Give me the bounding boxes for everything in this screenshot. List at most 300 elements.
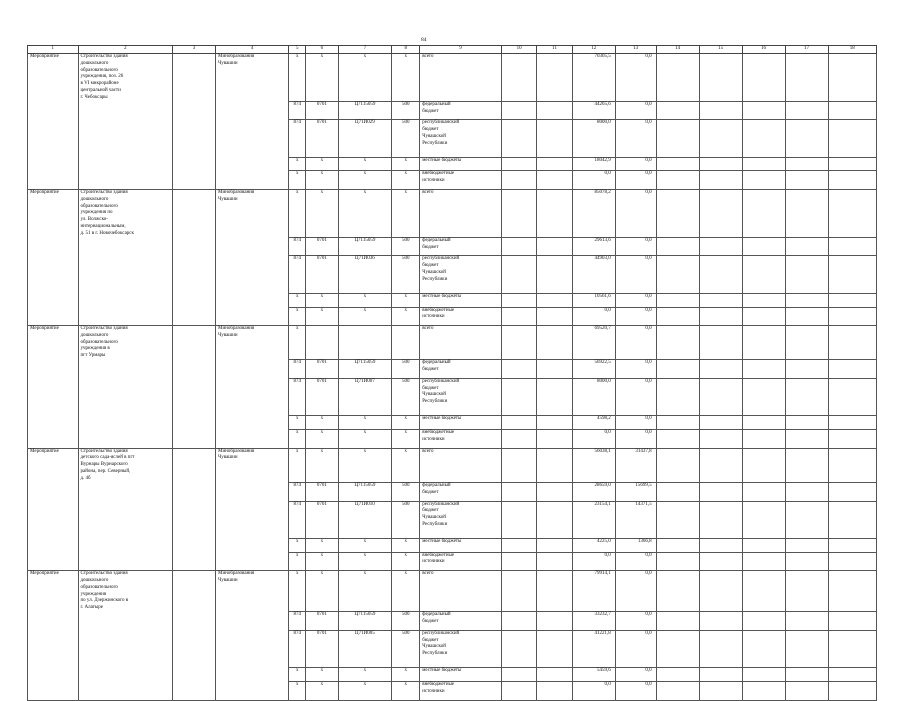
table-row	[28, 293, 877, 307]
budget-code-cell: х	[392, 307, 420, 326]
empty-cell	[173, 378, 216, 415]
measure-name-cell	[78, 190, 173, 238]
text-line: Чувашии	[218, 578, 238, 583]
amount-cell: 0,0	[572, 430, 615, 449]
empty-cell	[742, 448, 785, 482]
funding-source-cell	[420, 538, 502, 552]
amount-cell: 0,0	[615, 552, 656, 571]
budget-code-cell: Ц7115059	[338, 237, 392, 256]
budget-code-cell: х	[289, 157, 306, 171]
empty-cell	[501, 378, 536, 415]
empty-cell	[656, 171, 699, 190]
table-row	[28, 101, 877, 120]
budget-code-cell: 500	[392, 630, 420, 667]
text-line: источники	[422, 178, 445, 184]
responsible-cell	[216, 190, 289, 238]
measure-name-cell	[78, 360, 173, 379]
responsible-cell	[216, 501, 289, 538]
empty-cell	[537, 54, 572, 102]
empty-cell	[501, 326, 536, 360]
budget-code-cell: х	[289, 326, 306, 360]
budget-code-cell: 874	[289, 612, 306, 631]
empty-cell	[537, 482, 572, 501]
empty-cell	[537, 237, 572, 256]
budget-code-cell: х	[392, 171, 420, 190]
empty-cell	[742, 171, 785, 190]
text-line: республиканский	[422, 378, 460, 384]
budget-code-cell: 0701	[306, 101, 338, 120]
empty-cell	[173, 538, 216, 552]
empty-cell	[173, 171, 216, 190]
text-line: Республики	[422, 276, 448, 282]
text-line: Республики	[422, 521, 448, 527]
measure-type-cell	[28, 612, 79, 631]
measure-name-cell	[78, 430, 173, 449]
column-number: 3	[173, 46, 216, 54]
text-line: Минобразования	[218, 326, 255, 332]
responsible-cell	[216, 552, 289, 571]
budget-code-cell: Ц7115059	[338, 101, 392, 120]
text-line: Чувашской	[422, 269, 446, 275]
text-line: Минобразования	[218, 448, 255, 454]
budget-code-cell: х	[338, 430, 392, 449]
empty-cell	[656, 482, 699, 501]
amount-cell: 0,0	[615, 612, 656, 631]
empty-cell	[173, 448, 216, 482]
text-line: интернациональным,	[80, 223, 126, 229]
text-line: Республики	[422, 651, 448, 657]
empty-cell	[656, 501, 699, 538]
measure-name-cell	[78, 482, 173, 501]
responsible-cell	[216, 54, 289, 102]
responsible-cell	[216, 307, 289, 326]
budget-code-cell: 874	[289, 501, 306, 538]
empty-cell	[828, 307, 876, 326]
measure-type-cell	[28, 430, 79, 449]
amount-cell: 14371,5	[615, 501, 656, 538]
empty-cell	[537, 501, 572, 538]
empty-cell	[699, 416, 742, 430]
column-number: 8	[392, 46, 420, 54]
measure-type-cell	[28, 157, 79, 171]
empty-cell	[501, 360, 536, 379]
column-number: 16	[742, 46, 785, 54]
empty-cell	[656, 120, 699, 157]
empty-cell	[501, 157, 536, 171]
empty-cell	[828, 501, 876, 538]
budget-code-cell: х	[338, 668, 392, 682]
empty-cell	[828, 416, 876, 430]
empty-cell	[501, 448, 536, 482]
amount-cell: 0,0	[615, 307, 656, 326]
responsible-cell	[216, 668, 289, 682]
empty-cell	[699, 482, 742, 501]
text-line: республиканский	[422, 630, 460, 636]
budget-table	[27, 45, 877, 701]
amount-cell: 8000,0	[572, 378, 615, 415]
empty-cell	[656, 256, 699, 293]
empty-cell	[173, 307, 216, 326]
text-line: учреждения, поз. 26	[80, 74, 124, 80]
funding-source-cell	[420, 630, 502, 667]
budget-code-cell: х	[392, 293, 420, 307]
amount-cell: 31437,8	[615, 448, 656, 482]
text-line: образовательного	[80, 203, 118, 209]
empty-cell	[656, 538, 699, 552]
text-line: местные бюджеты	[422, 668, 462, 674]
amount-cell: 0,0	[615, 378, 656, 415]
text-line: д. 51 в г. Новочебоксарск	[80, 230, 134, 236]
empty-cell	[742, 54, 785, 102]
measure-type-cell	[28, 668, 79, 682]
budget-code-cell: 0701	[306, 482, 338, 501]
empty-cell	[699, 157, 742, 171]
empty-cell	[785, 307, 828, 326]
budget-code-cell: х	[289, 416, 306, 430]
responsible-cell	[216, 378, 289, 415]
text-line: бюджет	[422, 637, 439, 643]
text-line: всего	[422, 571, 434, 577]
empty-cell	[699, 448, 742, 482]
amount-cell: 8000,0	[572, 120, 615, 157]
table-body	[28, 54, 877, 701]
budget-code-cell: Ц7115059	[338, 482, 392, 501]
empty-cell	[785, 237, 828, 256]
text-line: бюджет	[422, 108, 439, 114]
budget-code-cell: х	[306, 681, 338, 700]
column-number: 9	[420, 46, 502, 54]
empty-cell	[537, 630, 572, 667]
empty-cell	[656, 430, 699, 449]
amount-cell: 4225,0	[572, 538, 615, 552]
empty-cell	[537, 552, 572, 571]
budget-code-cell: 500	[392, 378, 420, 415]
empty-cell	[742, 360, 785, 379]
column-number: 17	[785, 46, 828, 54]
empty-cell	[537, 101, 572, 120]
empty-cell	[656, 630, 699, 667]
empty-cell	[173, 668, 216, 682]
empty-cell	[785, 256, 828, 293]
budget-code-cell: 500	[392, 256, 420, 293]
amount-cell: 79914,1	[572, 571, 615, 612]
measure-name-cell	[78, 552, 173, 571]
column-number: 15	[699, 46, 742, 54]
amount-cell: 28659,0	[572, 482, 615, 501]
empty-cell	[173, 630, 216, 667]
measure-type-cell: Мероприятие	[28, 54, 79, 102]
measure-name-cell	[78, 157, 173, 171]
measure-name-cell	[78, 101, 173, 120]
text-line: ул. Волжско-	[80, 217, 108, 223]
empty-cell	[742, 501, 785, 538]
text-line: учреждения в	[80, 346, 110, 352]
empty-cell	[501, 190, 536, 238]
measure-type-cell	[28, 171, 79, 190]
budget-code-cell: х	[306, 157, 338, 171]
empty-cell	[537, 448, 572, 482]
budget-code-cell: х	[306, 448, 338, 482]
responsible-cell	[216, 681, 289, 700]
text-line: бюджет	[422, 127, 439, 133]
text-line: бюджет	[422, 263, 439, 269]
measure-type-cell	[28, 293, 79, 307]
empty-cell	[501, 571, 536, 612]
measure-name-cell	[78, 237, 173, 256]
empty-cell	[699, 630, 742, 667]
funding-source-cell	[420, 681, 502, 700]
empty-cell	[785, 681, 828, 700]
funding-source-cell	[420, 501, 502, 538]
measure-type-cell	[28, 360, 79, 379]
measure-name-cell	[78, 256, 173, 293]
empty-cell	[742, 237, 785, 256]
budget-code-cell: х	[338, 538, 392, 552]
empty-cell	[828, 360, 876, 379]
empty-cell	[742, 307, 785, 326]
funding-source-cell	[420, 237, 502, 256]
budget-code-cell: 874	[289, 482, 306, 501]
measure-name-cell	[78, 448, 173, 482]
responsible-cell	[216, 326, 289, 360]
text-line: Строительство здания	[80, 448, 128, 454]
empty-cell	[828, 54, 876, 102]
empty-cell	[785, 293, 828, 307]
responsible-cell	[216, 630, 289, 667]
funding-source-cell	[420, 326, 502, 360]
empty-cell	[828, 293, 876, 307]
column-number: 14	[656, 46, 699, 54]
empty-cell	[173, 416, 216, 430]
amount-cell: 0,0	[572, 552, 615, 571]
empty-cell	[501, 482, 536, 501]
budget-code-cell: Ц71И036	[338, 256, 392, 293]
empty-cell	[537, 120, 572, 157]
budget-code-cell: 0701	[306, 256, 338, 293]
budget-code-cell: х	[306, 668, 338, 682]
amount-cell: 1366,8	[615, 538, 656, 552]
amount-cell: 44903,0	[572, 256, 615, 293]
responsible-cell	[216, 157, 289, 171]
amount-cell: 0,0	[615, 237, 656, 256]
text-line: Чувашской	[422, 644, 446, 650]
text-line: всего	[422, 326, 434, 332]
empty-cell	[656, 293, 699, 307]
text-line: Строительство здания	[80, 54, 128, 59]
budget-code-cell: х	[306, 538, 338, 552]
empty-cell	[173, 681, 216, 700]
text-line: детского сада-яслей в пгт	[80, 455, 135, 461]
budget-code-cell: Ц71И007	[338, 378, 392, 415]
responsible-cell	[216, 538, 289, 552]
empty-cell	[699, 171, 742, 190]
measure-name-cell	[78, 293, 173, 307]
amount-cell: 0,0	[615, 171, 656, 190]
budget-code-cell: х	[392, 538, 420, 552]
column-number: 4	[216, 46, 289, 54]
responsible-cell	[216, 256, 289, 293]
empty-cell	[537, 571, 572, 612]
amount-cell: 0,0	[615, 681, 656, 700]
text-line: местные бюджеты	[422, 416, 462, 422]
amount-cell: 0,0	[615, 54, 656, 102]
amount-cell: 85078,2	[572, 190, 615, 238]
measure-name-cell	[78, 378, 173, 415]
budget-code-cell: Ц7115059	[338, 612, 392, 631]
text-line: образовательного	[80, 584, 118, 590]
empty-cell	[699, 293, 742, 307]
budget-code-cell: 874	[289, 378, 306, 415]
measure-name-cell	[78, 326, 173, 360]
empty-cell	[699, 307, 742, 326]
table-row	[28, 307, 877, 326]
empty-cell	[537, 190, 572, 238]
text-line: федеральный	[422, 360, 451, 366]
empty-cell	[699, 501, 742, 538]
table-row	[28, 378, 877, 415]
text-line: Чувашии	[218, 196, 238, 202]
amount-cell: 70305,5	[572, 54, 615, 102]
text-line: федеральный	[422, 612, 451, 618]
measure-name-cell	[78, 501, 173, 538]
empty-cell	[173, 190, 216, 238]
text-line: внебюджетные	[422, 430, 455, 436]
text-line: республиканский	[422, 120, 460, 126]
empty-cell	[699, 120, 742, 157]
budget-code-cell: х	[392, 430, 420, 449]
table-row	[28, 482, 877, 501]
empty-cell	[173, 571, 216, 612]
funding-source-cell	[420, 430, 502, 449]
budget-code-cell: х	[338, 171, 392, 190]
text-line: пгт Урмары	[80, 353, 106, 359]
budget-code-cell: Ц71И029	[338, 120, 392, 157]
column-number-row	[28, 46, 877, 54]
budget-code-cell: х	[338, 552, 392, 571]
empty-cell	[501, 630, 536, 667]
empty-cell	[785, 448, 828, 482]
budget-code-cell: х	[306, 171, 338, 190]
budget-code-cell: х	[392, 552, 420, 571]
amount-cell: 0,0	[615, 256, 656, 293]
empty-cell	[173, 157, 216, 171]
measure-type-cell	[28, 378, 79, 415]
funding-source-cell	[420, 378, 502, 415]
empty-cell	[828, 256, 876, 293]
amount-cell: 0,0	[615, 668, 656, 682]
table-row	[28, 552, 877, 571]
empty-cell	[742, 430, 785, 449]
column-number: 10	[501, 46, 536, 54]
column-number: 12	[572, 46, 615, 54]
empty-cell	[828, 448, 876, 482]
budget-code-cell: х	[338, 157, 392, 171]
table-row	[28, 501, 877, 538]
responsible-cell	[216, 482, 289, 501]
empty-cell	[173, 237, 216, 256]
measure-type-cell	[28, 552, 79, 571]
text-line: Минобразования	[218, 190, 255, 196]
table-row	[28, 360, 877, 379]
budget-code-cell: 500	[392, 501, 420, 538]
amount-cell: 23154,1	[572, 501, 615, 538]
text-line: Строительство здания	[80, 326, 128, 332]
empty-cell	[656, 307, 699, 326]
amount-cell: 69520,7	[572, 326, 615, 360]
budget-code-cell: х	[306, 416, 338, 430]
budget-code-cell: х	[392, 448, 420, 482]
text-line: Чувашской	[422, 392, 446, 398]
budget-code-cell: Ц71И010	[338, 501, 392, 538]
text-line: Чувашии	[218, 332, 238, 338]
empty-cell	[537, 378, 572, 415]
text-line: Минобразования	[218, 571, 255, 577]
empty-cell	[699, 571, 742, 612]
empty-cell	[828, 681, 876, 700]
budget-code-cell: х	[289, 668, 306, 682]
empty-cell	[742, 630, 785, 667]
column-number: 1	[28, 46, 79, 54]
empty-cell	[742, 571, 785, 612]
budget-code-cell: 0701	[306, 237, 338, 256]
empty-cell	[699, 378, 742, 415]
responsible-cell	[216, 360, 289, 379]
table-row	[28, 416, 877, 430]
empty-cell	[173, 482, 216, 501]
amount-cell: 0,0	[615, 416, 656, 430]
budget-code-cell: 0701	[306, 378, 338, 415]
budget-code-cell: х	[289, 538, 306, 552]
budget-code-cell: 500	[392, 612, 420, 631]
budget-code-cell: 0701	[306, 120, 338, 157]
responsible-cell	[216, 293, 289, 307]
table-row	[28, 237, 877, 256]
empty-cell	[656, 552, 699, 571]
funding-source-cell	[420, 552, 502, 571]
empty-cell	[828, 552, 876, 571]
measure-name-cell	[78, 612, 173, 631]
budget-code-cell: х	[306, 307, 338, 326]
funding-source-cell	[420, 482, 502, 501]
empty-cell	[537, 416, 572, 430]
empty-cell	[173, 101, 216, 120]
empty-cell	[785, 482, 828, 501]
budget-code-cell: 874	[289, 360, 306, 379]
funding-source-cell	[420, 171, 502, 190]
empty-cell	[785, 190, 828, 238]
empty-cell	[785, 630, 828, 667]
budget-code-cell	[338, 326, 392, 360]
text-line: внебюджетные	[422, 307, 455, 313]
amount-cell: 0,0	[615, 571, 656, 612]
responsible-cell	[216, 120, 289, 157]
text-line: федеральный	[422, 237, 451, 243]
budget-code-cell: х	[306, 430, 338, 449]
amount-cell: 0,0	[572, 171, 615, 190]
empty-cell	[785, 360, 828, 379]
measure-type-cell: Мероприятие	[28, 571, 79, 612]
budget-code-cell: х	[338, 54, 392, 102]
measure-name-cell	[78, 307, 173, 326]
funding-source-cell	[420, 120, 502, 157]
budget-code-cell: х	[306, 190, 338, 238]
text-line: дошкольного	[80, 60, 109, 66]
funding-source-cell	[420, 448, 502, 482]
empty-cell	[173, 120, 216, 157]
empty-cell	[537, 256, 572, 293]
empty-cell	[173, 430, 216, 449]
measure-name-cell	[78, 571, 173, 612]
